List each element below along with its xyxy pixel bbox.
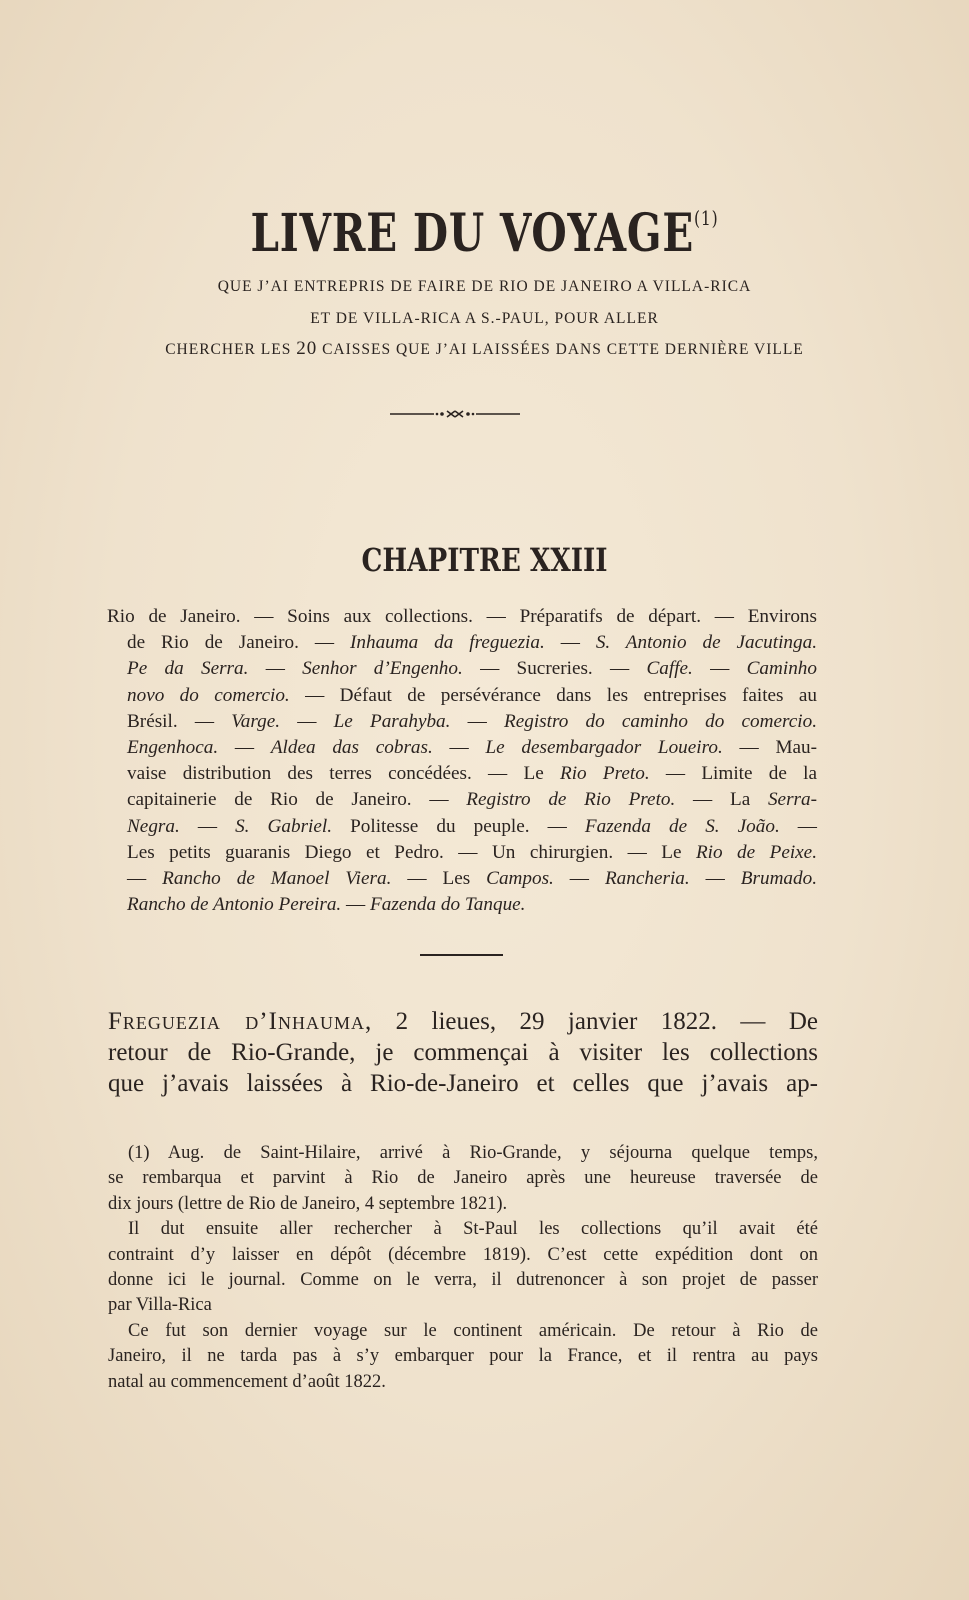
summary-place-name: Negra.	[127, 815, 180, 837]
footnote-line: Il dut ensuite aller rechercher à St-Paul les collections qu’il avait été	[128, 1219, 818, 1240]
body-text-segment: que j’avais laissées à Rio-de-Janeiro et celles que j’avais ap-	[108, 1070, 818, 1097]
summary-place-name: Serra-	[767, 789, 817, 811]
summary-place-name: Fazenda do Tanque.	[370, 894, 526, 916]
chapter-title: CHAPITRE XXIII	[361, 541, 608, 579]
body-line	[108, 1068, 818, 1099]
summary-line	[107, 892, 817, 918]
section-rule	[420, 954, 503, 956]
summary-place-name: Varge.	[231, 710, 281, 732]
summary-place-name: Rio de Peixe.	[695, 841, 817, 863]
footnote-line: par Villa-Rica	[108, 1295, 212, 1316]
summary-text: —	[341, 894, 371, 916]
summary-line	[107, 683, 817, 709]
summary-text: — Sucreries. —	[462, 658, 647, 680]
summary-text: — La	[675, 789, 768, 811]
summary-place-name: Campos.	[486, 868, 554, 890]
summary-text: Rio de Janeiro. — Soins aux collections. — Préparatifs de départ. — Environs	[107, 606, 817, 627]
summary-text: vaise distribution des terres concédées. — Le	[127, 763, 560, 785]
summary-text: capitainerie de Rio de Janeiro. —	[127, 789, 467, 811]
chapter-summary	[107, 604, 817, 918]
summary-text: —	[450, 710, 505, 732]
footnote-line: Janeiro, il ne tarda pas à s’y embarquer pour la France, et il rentra au pays	[108, 1346, 818, 1367]
summary-line	[107, 656, 817, 682]
ornamental-divider	[390, 408, 520, 420]
entry-heading: Freguezia d’Inhauma,	[108, 1008, 373, 1035]
summary-text: Les petits guaranis Diego et Pedro. — Un chirurgien. — Le	[127, 841, 696, 863]
summary-text: —	[218, 737, 271, 759]
summary-text: — Les	[391, 868, 487, 890]
summary-place-name: Caffe.	[646, 658, 693, 680]
summary-text: —	[692, 658, 747, 680]
summary-place-name: Le desembargador Loueiro.	[485, 737, 723, 759]
summary-text: —	[544, 632, 596, 654]
main-title	[107, 188, 863, 264]
body-text	[108, 1006, 818, 1099]
main-title-text: LIVRE DU VOYAGE	[250, 203, 695, 264]
summary-line	[107, 735, 817, 761]
footnote-line: (1) Aug. de Saint-Hilaire, arrivé à Rio-Grande, y séjourna quelque temps,	[128, 1143, 818, 1163]
summary-text: — Mau-	[722, 737, 818, 759]
footnote-line: dix jours (lettre de Rio de Janeiro, 4 septembre 1821).	[108, 1193, 508, 1214]
subtitle-line-2: ET DE VILLA-RICA A S.-PAUL, POUR ALLER	[310, 310, 659, 327]
summary-text: — Défaut de persévérance dans les entreprises faites au	[289, 684, 817, 706]
summary-text: —	[432, 737, 486, 759]
summary-place-name: Caminho	[746, 658, 817, 680]
summary-place-name: S. Gabriel.	[235, 815, 333, 837]
summary-place-name: Rancheria.	[604, 868, 690, 890]
summary-place-name: novo do comercio.	[127, 684, 290, 706]
summary-place-name: S. Antonio de Jacutinga.	[595, 632, 817, 654]
summary-place-name: Le Parahyba.	[333, 710, 451, 732]
summary-text: —	[248, 658, 303, 680]
summary-text: Politesse du peuple. —	[332, 815, 585, 837]
summary-place-name: Brumado.	[740, 868, 818, 890]
summary-place-name: Fazenda de S. João.	[584, 815, 780, 837]
footnote	[108, 1141, 818, 1395]
subtitle-line-3	[0, 339, 969, 360]
subtitle-line-3-part-b: CAISSES QUE J’AI LAISSÉES DANS CETTE DERNIÈRE VILLE	[317, 341, 804, 358]
summary-place-name: Aldea das cobras.	[270, 737, 433, 759]
summary-text: —	[280, 710, 334, 732]
summary-text: —	[779, 815, 817, 837]
body-text-segment: 2 lieues, 29 janvier 1822. — De	[372, 1008, 818, 1035]
footnote-line: Ce fut son dernier voyage sur le continent américain. De retour à Rio de	[128, 1320, 818, 1341]
summary-line	[107, 866, 817, 892]
footnote-line: se rembarqua et parvint à Rio de Janeiro après une heureuse traversée de	[108, 1168, 818, 1189]
summary-line	[107, 604, 817, 630]
summary-text: —	[553, 868, 605, 890]
body-line	[108, 1006, 818, 1037]
footnote-line: natal au commencement d’août 1822.	[108, 1371, 386, 1392]
summary-text: — Limite de la	[649, 763, 817, 785]
summary-text: —	[127, 868, 163, 890]
summary-place-name: Inhauma da freguezia.	[350, 632, 545, 654]
subtitle-line-3-number: 20	[296, 338, 318, 359]
summary-line	[107, 840, 817, 866]
summary-place-name: Senhor d’Engenho.	[302, 658, 463, 680]
summary-line	[107, 709, 817, 735]
summary-place-name: Registro de Rio Preto.	[466, 789, 676, 811]
summary-text: —	[179, 815, 236, 837]
summary-place-name: Rancho de Manoel Viera.	[162, 868, 392, 890]
summary-line	[107, 761, 817, 787]
summary-line	[107, 787, 817, 813]
body-line	[108, 1037, 818, 1068]
summary-place-name: Rio Preto.	[560, 763, 650, 785]
body-text-segment: retour de Rio-Grande, je commençai à visiter les collections	[108, 1039, 818, 1066]
summary-text: de Rio de Janeiro. —	[127, 632, 350, 654]
footnote-line: donne ici le journal. Comme on le verra, il dutrenoncer à son projet de passer	[108, 1270, 818, 1291]
summary-place-name: Registro do caminho do comercio.	[504, 710, 817, 732]
subtitle-line-1: QUE J’AI ENTREPRIS DE FAIRE DE RIO DE JANEIRO A VILLA-RICA	[217, 278, 752, 295]
footnote-line: contraint d’y laisser en dépôt (décembre 1819). C’est cette expédition dont on	[108, 1244, 818, 1265]
summary-text: Brésil. —	[127, 710, 232, 732]
summary-place-name: Rancho de Antonio Pereira.	[127, 894, 342, 916]
summary-line	[107, 814, 817, 840]
summary-place-name: Engenhoca.	[127, 737, 219, 759]
summary-place-name: Pe da Serra.	[127, 658, 249, 680]
footnote-reference: (1)	[694, 206, 719, 230]
summary-text: —	[689, 868, 741, 890]
summary-line	[107, 630, 817, 656]
subtitle-line-3-part-a: CHERCHER LES	[165, 341, 297, 358]
